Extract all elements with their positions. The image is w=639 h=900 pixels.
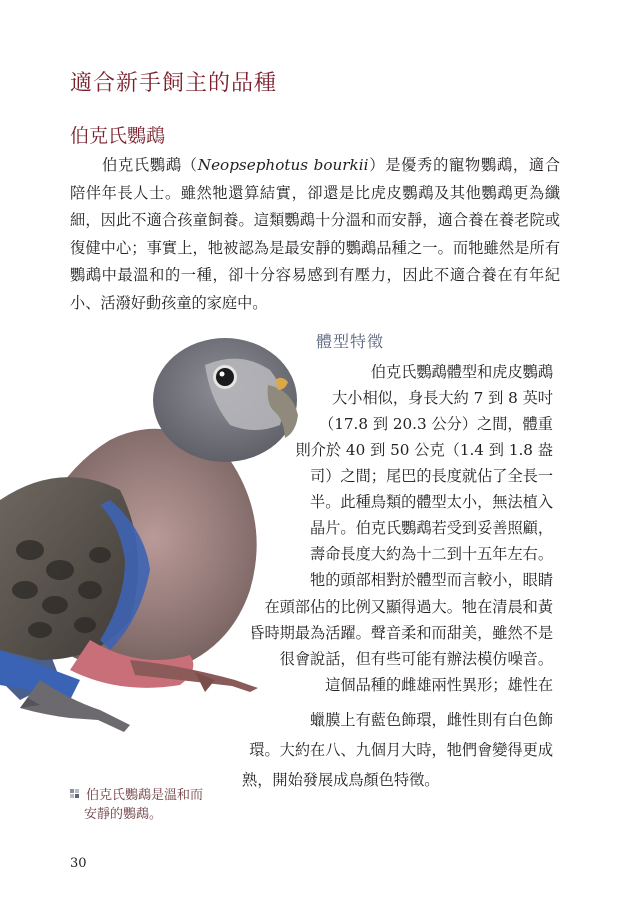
caption-line-2: 安靜的鸚鵡。 — [84, 807, 163, 822]
body-line: 壽命長度大約為十二到十五年左右。 — [310, 545, 553, 563]
body-line: 牠的頭部相對於體型而言較小，眼睛 — [310, 571, 553, 589]
body-line: 在頭部佔的比例又顯得過大。牠在清晨和黃 — [264, 598, 553, 616]
body-line: 伯克氏鸚鵡體型和虎皮鸚鵡 — [370, 363, 553, 381]
caption-bullet-icon — [70, 786, 80, 796]
body-line: 則介於 40 到 50 公克（1.4 到 1.8 盎 — [295, 441, 553, 459]
body-line: 晶片。伯克氏鸚鵡若受到妥善照顧， — [310, 519, 553, 537]
intro-text-rest: ）是優秀的寵物鸚鵡，適合陪伴年長人士。雖然牠還算結實，卻還是比虎皮鸚鵡及其他鸚鵡更為纖細，因此不適合孩童飼養。這類鸚鵡十分溫和而安靜，適合養在養老院或復健中心；事實上，牠被認為是最安靜的鸚鵡品種之一。而牠雖然是所有鸚鵡中最溫和的一種，卻十分容易感到有壓力，因此不適合養在有年紀小、活潑好動孩童的家庭中。 — [70, 156, 561, 312]
body-line: （17.8 到 20.3 公分）之間，體重 — [319, 415, 553, 433]
page-number: 30 — [70, 856, 87, 871]
intro-paragraph — [70, 152, 560, 317]
bourkes-parrot-photo — [0, 320, 320, 760]
body-line: 環。大約在八、九個月大時，牠們會變得更成 — [249, 741, 553, 759]
chapter-title: 適合新手飼主的品種 — [70, 71, 278, 96]
intro-text-start: 伯克氏鸚鵡（ — [102, 156, 198, 174]
body-line: 這個品種的雌雄兩性異形；雄性在 — [325, 676, 553, 694]
body-line: 昏時期最為活躍。聲音柔和而甜美，雖然不是 — [249, 624, 553, 642]
photo-caption — [70, 786, 203, 824]
subsection-title: 體型特徵 — [316, 332, 385, 351]
caption-line-1: 伯克氏鸚鵡是溫和而 — [86, 788, 204, 803]
body-line: 很會說話，但有些可能有辦法模仿噪音。 — [279, 650, 553, 668]
body-line: 司）之間；尾巴的長度就佔了全長一 — [310, 467, 553, 485]
body-line: 熟，開始發展成鳥顏色特徵。 — [242, 771, 440, 789]
body-line: 蠟膜上有藍色飾環，雌性則有白色飾 — [310, 711, 553, 729]
body-line: 半。此種鳥類的體型太小，無法植入 — [310, 493, 553, 511]
section-title: 伯克氏鸚鵡 — [70, 125, 166, 147]
scientific-name: Neopsephotus bourkii — [197, 156, 369, 174]
body-line: 大小相似，身長大約 7 到 8 英吋 — [332, 389, 553, 407]
